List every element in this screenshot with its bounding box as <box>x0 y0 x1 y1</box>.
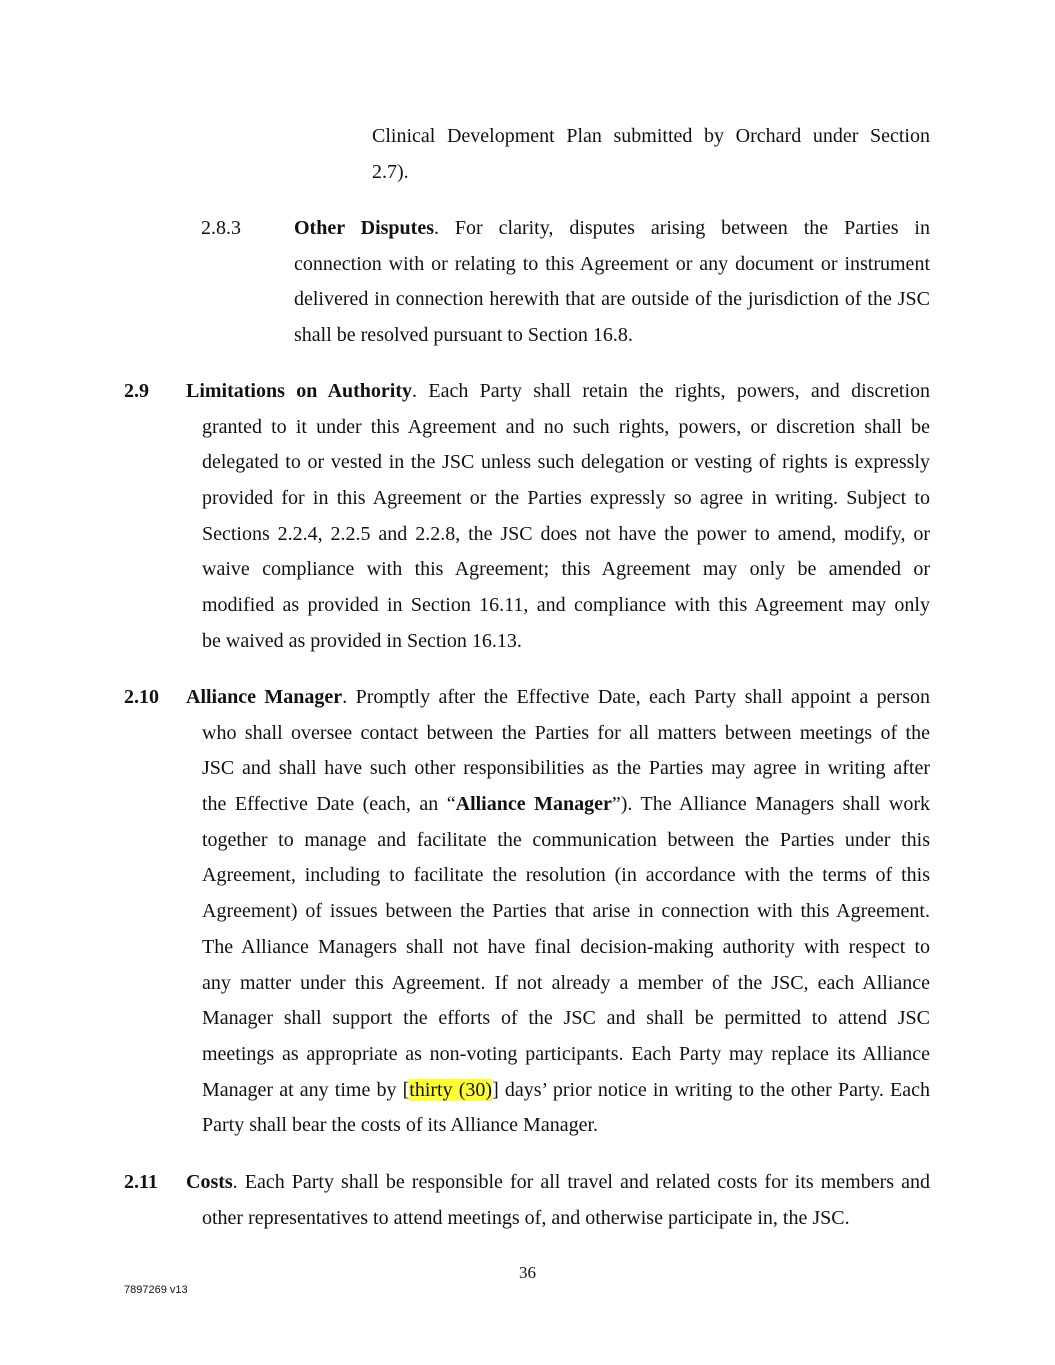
section-line-defined-term <box>202 787 930 823</box>
section-line: delegated to or vested in the JSC unless such delegation or vesting of rights is expressly <box>202 451 930 474</box>
section-line: be waived as provided in Section 16.13. <box>202 629 522 652</box>
section-line: shall be resolved pursuant to Section 16.8. <box>294 324 633 347</box>
section-first-line <box>186 1165 930 1201</box>
section-line: who shall oversee contact between the Parties for all matters between meetings of the <box>202 721 930 744</box>
continuation-line-1: Clinical Development Plan submitted by Orchard under Section <box>372 125 930 147</box>
page-number: 36 <box>519 1263 536 1282</box>
section-number: 2.10 <box>124 686 159 708</box>
section-line: The Alliance Managers shall not have final decision-making authority with respect to <box>202 935 930 958</box>
section-heading: Limitations on Authority <box>186 380 413 402</box>
section-line: JSC and shall have such other responsibilities as the Parties may agree in writing after <box>202 757 930 780</box>
section-first-line <box>186 374 930 410</box>
document-id: 7897269 v13 <box>124 1284 188 1296</box>
defined-term: Alliance Manager <box>455 793 612 816</box>
section-first-line-text: . Promptly after the Effective Date, each Party shall appoint a person <box>342 686 930 708</box>
section-number: 2.11 <box>124 1171 158 1193</box>
section-first-line-text: . For clarity, disputes arising between the Parties in <box>434 217 930 239</box>
line-text: ] days’ prior notice in writing to the other Party. Each <box>492 1078 930 1101</box>
section-first-line <box>186 680 930 716</box>
section-line: modified as provided in Section 16.11, and compliance with this Agreement may only <box>202 594 930 617</box>
section-first-line <box>294 211 930 247</box>
section-line: provided for in this Agreement or the Parties expressly so agree in writing. Subject to <box>202 487 930 510</box>
section-first-line-text: . Each Party shall be responsible for all travel and related costs for its members and <box>232 1171 930 1193</box>
section-heading: Costs <box>186 1171 233 1193</box>
section-line: granted to it under this Agreement and no such rights, powers, or discretion shall be <box>202 415 930 438</box>
section-line: meetings as appropriate as non-voting participants. Each Party may replace its Alliance <box>202 1042 930 1065</box>
continuation-line-2: 2.7). <box>372 160 409 183</box>
section-line: other representatives to attend meetings of, and otherwise participate in, the JSC. <box>202 1206 850 1229</box>
section-first-line-text: . Each Party shall retain the rights, powers, and discretion <box>412 380 930 402</box>
section-line: connection with or relating to this Agreement or any document or instrument <box>294 252 930 275</box>
section-number: 2.8.3 <box>201 217 241 239</box>
section-line: Agreement, including to facilitate the resolution (in accordance with the terms of this <box>202 864 930 887</box>
section-line: Agreement) of issues between the Parties that arise in connection with this Agreement. <box>202 900 930 923</box>
section-line: waive compliance with this Agreement; this Agreement may only be amended or <box>202 558 930 581</box>
line-text: ”). The Alliance Managers shall work <box>611 793 930 816</box>
section-line: Sections 2.2.4, 2.2.5 and 2.2.8, the JSC does not have the power to amend, modify, or <box>202 522 930 545</box>
section-line-highlighted <box>202 1073 930 1109</box>
section-line: Party shall bear the costs of its Alliance Manager. <box>202 1114 599 1137</box>
line-text: Manager at any time by [ <box>202 1078 410 1101</box>
section-line: any matter under this Agreement. If not already a member of the JSC, each Alliance <box>202 971 930 994</box>
section-heading: Alliance Manager <box>186 686 343 708</box>
line-text: the Effective Date (each, an “ <box>202 793 456 816</box>
section-line: delivered in connection herewith that are outside of the jurisdiction of the JSC <box>294 288 930 311</box>
highlighted-term: thirty (30) <box>409 1078 493 1101</box>
section-line: together to manage and facilitate the communication between the Parties under this <box>202 828 930 851</box>
section-number: 2.9 <box>124 380 149 402</box>
section-line: Manager shall support the efforts of the JSC and shall be permitted to attend JSC <box>202 1007 930 1030</box>
section-heading: Other Disputes <box>294 217 435 239</box>
